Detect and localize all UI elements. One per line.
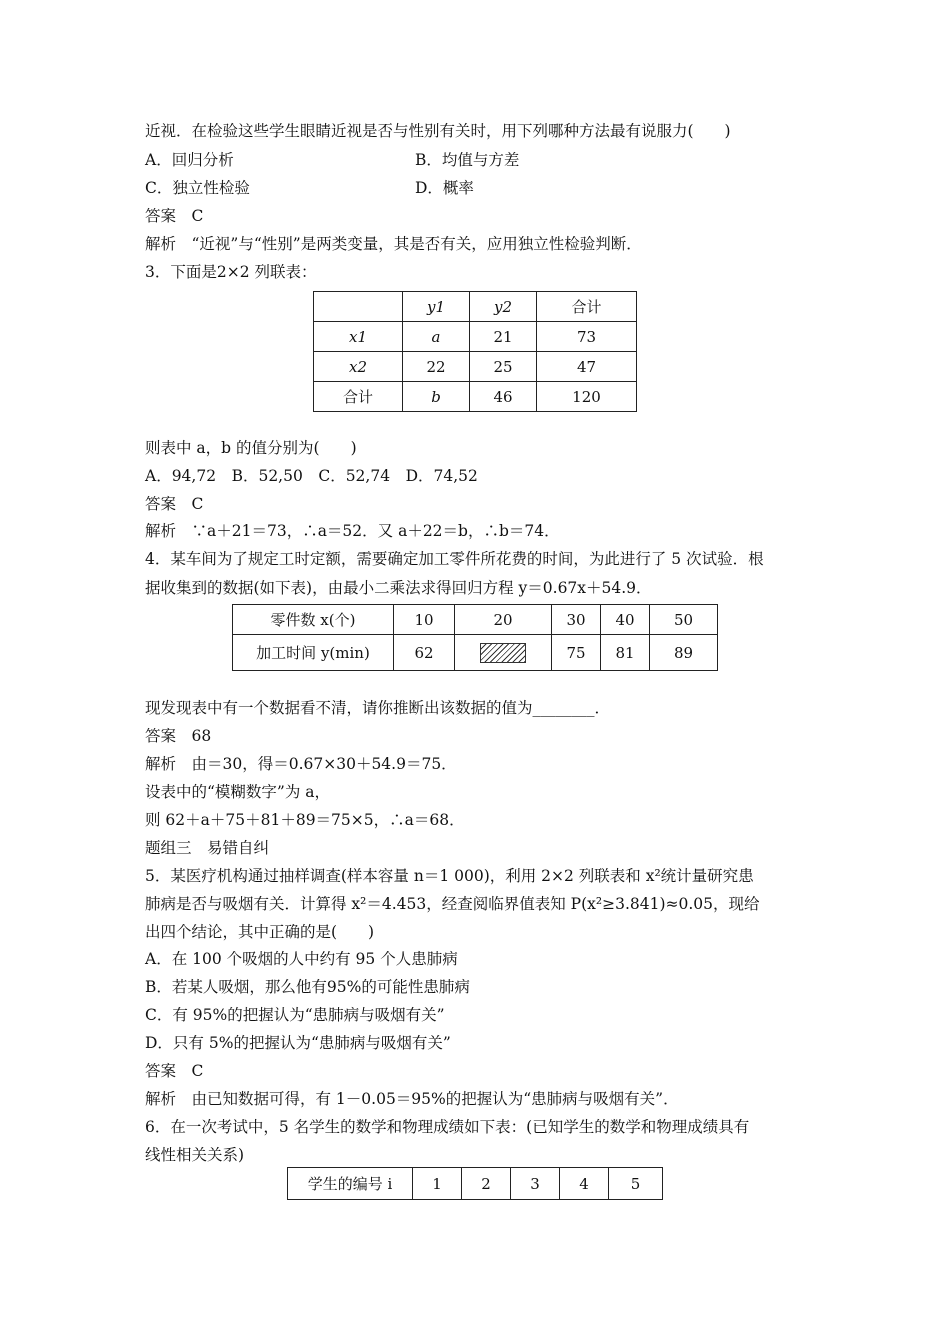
table2-cell: 10 bbox=[394, 605, 455, 635]
table2-cell: 30 bbox=[552, 605, 601, 635]
hatched-box-icon bbox=[480, 643, 526, 663]
table3-cell: 2 bbox=[462, 1168, 511, 1200]
section-heading: 题组三 易错自纠 bbox=[145, 839, 270, 857]
answer-3: 答案 C bbox=[145, 495, 204, 513]
table3-cell: 5 bbox=[609, 1168, 663, 1200]
table1-cell: 46 bbox=[470, 382, 537, 412]
table2-cell: 81 bbox=[601, 635, 650, 671]
table3-cell: 1 bbox=[413, 1168, 462, 1200]
analysis-5: 解析 由已知数据可得，有 1－0.05＝95%的把握认为“患肺病与吸烟有关”． bbox=[145, 1090, 679, 1108]
option-b: B．若某人吸烟，那么他有95%的可能性患肺病 bbox=[145, 978, 470, 996]
table1-header-y2: y2 bbox=[470, 292, 537, 322]
analysis-3: 解析 ∵a＋21＝73，∴a＝52．又 a＋22＝b，∴b＝74． bbox=[145, 522, 560, 540]
table1-cell: 合计 bbox=[314, 382, 403, 412]
table1-cell: 25 bbox=[470, 352, 537, 382]
table2-cell: 20 bbox=[455, 605, 552, 635]
analysis-4: 解析 由＝30，得＝0.67×30＋54.9＝75． bbox=[145, 755, 457, 773]
table1-corner bbox=[314, 292, 403, 322]
option-b: B．均值与方差 bbox=[415, 151, 520, 169]
table2-cell: 75 bbox=[552, 635, 601, 671]
question-5-stem-1: 5．某医疗机构通过抽样调查(样本容量 n＝1 000)，利用 2×2 列联表和 x²统计量研究患 bbox=[145, 867, 754, 885]
question-6-stem-2: 线性相关关系) bbox=[145, 1146, 245, 1164]
table1-cell: b bbox=[403, 382, 470, 412]
table1-cell: 22 bbox=[403, 352, 470, 382]
table2-cell: 40 bbox=[601, 605, 650, 635]
table1-cell: x2 bbox=[314, 352, 403, 382]
option-d: D．只有 5%的把握认为“患肺病与吸烟有关” bbox=[145, 1034, 451, 1052]
answer-4: 答案 68 bbox=[145, 727, 212, 745]
table1-header-total: 合计 bbox=[537, 292, 637, 322]
table2-cell: 加工时间 y(min) bbox=[233, 635, 394, 671]
question-4-stem-1: 4．某车间为了规定工时定额，需要确定加工零件所花费的时间，为此进行了 5 次试验．根 bbox=[145, 550, 764, 568]
question-4-ask: 现发现表中有一个数据看不清，请你推断出该数据的值为________． bbox=[145, 699, 611, 717]
table1-cell: x1 bbox=[314, 322, 403, 352]
table2-blurred-cell bbox=[455, 635, 552, 671]
table1-cell: 47 bbox=[537, 352, 637, 382]
answer-2: 答案 C bbox=[145, 207, 204, 225]
analysis-4-line3: 则 62＋a＋75＋81＋89＝75×5，∴a＝68． bbox=[145, 811, 465, 829]
question-3-options: A．94,72 B．52,50 C．52,74 D．74,52 bbox=[145, 467, 478, 485]
table2-cell: 89 bbox=[650, 635, 718, 671]
answer-5: 答案 C bbox=[145, 1062, 204, 1080]
table2-cell: 零件数 x(个) bbox=[233, 605, 394, 635]
option-c: C．有 95%的把握认为“患肺病与吸烟有关” bbox=[145, 1006, 445, 1024]
table2-cell: 50 bbox=[650, 605, 718, 635]
question-6-stem-1: 6．在一次考试中，5 名学生的数学和物理成绩如下表：(已知学生的数学和物理成绩具有 bbox=[145, 1118, 750, 1136]
table1-cell: 120 bbox=[537, 382, 637, 412]
analysis-2: 解析 “近视”与“性别”是两类变量，其是否有关，应用独立性检验判断． bbox=[145, 235, 642, 253]
student-table bbox=[287, 1167, 663, 1200]
analysis-4-line2: 设表中的“模糊数字”为 a， bbox=[145, 783, 331, 801]
table1-cell: a bbox=[403, 322, 470, 352]
question-4-stem-2: 据收集到的数据(如下表)，由最小二乘法求得回归方程 y＝0.67x＋54.9． bbox=[145, 579, 652, 597]
table2-cell: 62 bbox=[394, 635, 455, 671]
option-c: C．独立性检验 bbox=[145, 179, 250, 197]
question-5-stem-3: 出四个结论，其中正确的是( ) bbox=[145, 923, 375, 941]
contingency-table bbox=[313, 291, 637, 412]
workpiece-table bbox=[232, 604, 718, 671]
question-3-stem: 3．下面是2×2 列联表： bbox=[145, 263, 317, 281]
option-a: A．回归分析 bbox=[145, 151, 234, 169]
question-5-stem-2: 肺病是否与吸烟有关．计算得 x²＝4.453，经查阅临界值表知 P(x²≥3.841)≈0.05，现给 bbox=[145, 895, 760, 913]
table1-cell: 73 bbox=[537, 322, 637, 352]
question-2-stem: 近视．在检验这些学生眼睛近视是否与性别有关时，用下列哪种方法最有说服力( ) bbox=[145, 122, 731, 140]
table3-cell: 4 bbox=[560, 1168, 609, 1200]
table3-cell: 学生的编号 i bbox=[288, 1168, 413, 1200]
question-3-ask: 则表中 a，b 的值分别为( ) bbox=[145, 439, 357, 457]
option-d: D．概率 bbox=[415, 179, 474, 197]
table1-header-y1: y1 bbox=[403, 292, 470, 322]
table3-cell: 3 bbox=[511, 1168, 560, 1200]
table1-cell: 21 bbox=[470, 322, 537, 352]
option-a: A．在 100 个吸烟的人中约有 95 个人患肺病 bbox=[145, 950, 458, 968]
